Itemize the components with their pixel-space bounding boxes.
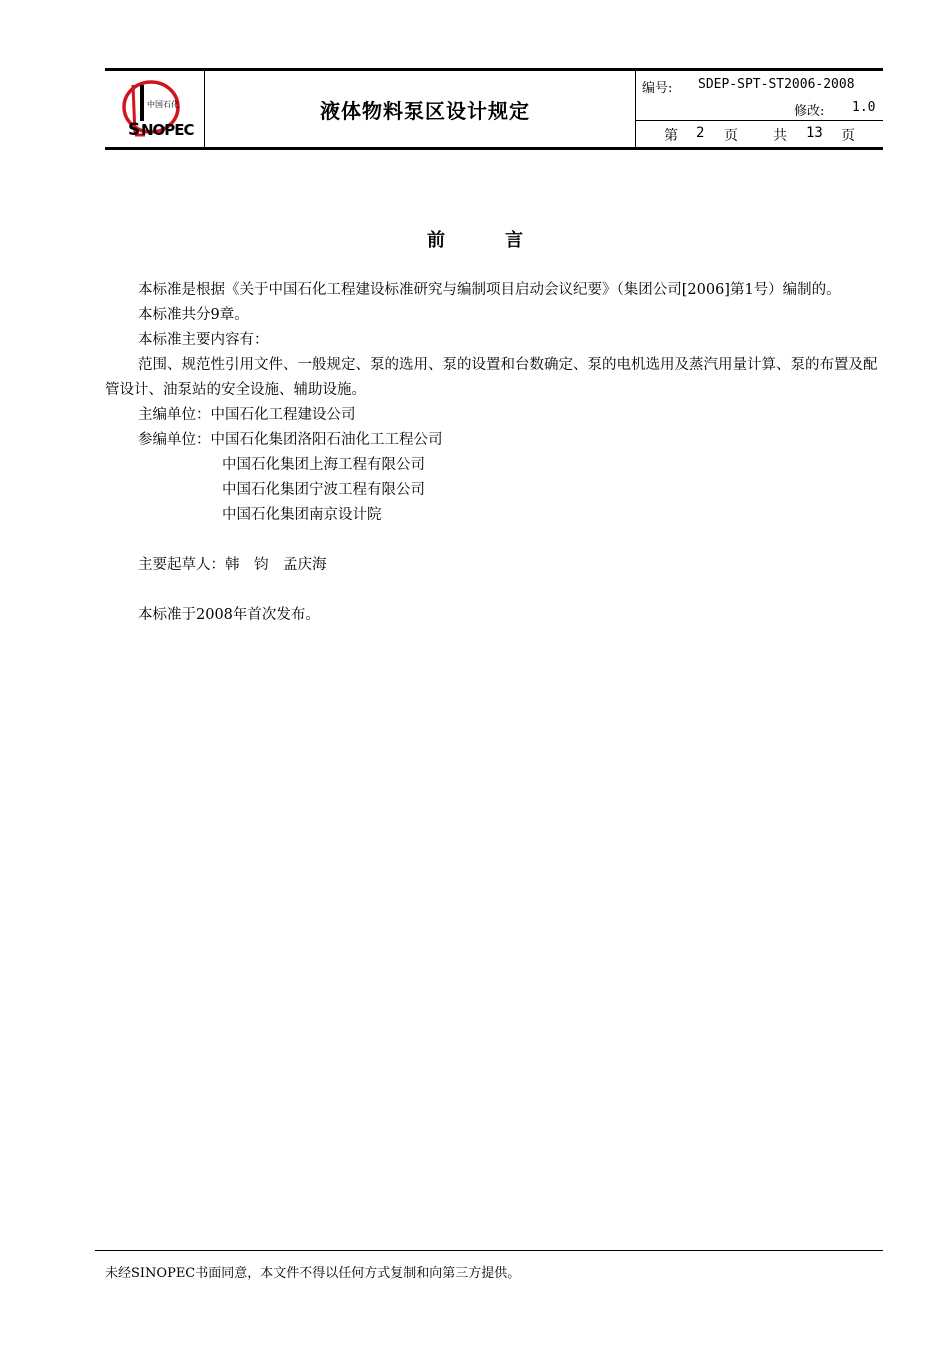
svg-text:NOPEC: NOPEC (141, 121, 194, 139)
revision-label: 修改: (794, 104, 825, 119)
doc-info (636, 71, 883, 121)
section-heading: 前言 (427, 230, 583, 251)
title-cell (205, 71, 636, 147)
revision-value: 1.0 (852, 100, 876, 115)
page-unit: 页 (724, 128, 738, 144)
meta-cell (636, 71, 883, 147)
participant-item: 中国石化集团南京设计院 (222, 507, 382, 523)
sinopec-logo-icon (105, 71, 205, 147)
paragraph-contents-intro: 本标准主要内容有： (138, 332, 269, 348)
paragraph-basis: 本标准是根据《关于中国石化工程建设标准研究与编制项目启动会议纪要》（集团公司[2006]第1号）编制的。 (138, 282, 841, 298)
participant-item: 中国石化集团上海工程有限公司 (222, 457, 425, 473)
paragraph-chapters: 本标准共分9章。 (138, 307, 249, 323)
page-info (636, 121, 883, 147)
doc-number: SDEP-SPT-ST2006-2008 (698, 77, 855, 92)
page-prefix: 第 (664, 128, 678, 144)
svg-text:中国石化: 中国石化 (147, 100, 179, 109)
paragraph-participants: 参编单位：中国石化集团洛阳石油化工工程公司 (138, 432, 443, 448)
document-title: 液体物料泵区设计规定 (320, 98, 530, 123)
footer-notice: 未经SINOPEC书面同意，本文件不得以任何方式复制和向第三方提供。 (105, 1266, 521, 1281)
foreword-body (105, 278, 883, 628)
paragraph-drafters: 主要起草人：韩 钧 孟庆海 (138, 557, 327, 573)
doc-number-label: 编号: (642, 81, 673, 96)
paragraph-chief-editor: 主编单位：中国石化工程建设公司 (138, 407, 356, 423)
page-total-prefix: 共 (773, 128, 787, 144)
page-total: 13 (806, 125, 823, 141)
paragraph-contents-list: 范围、规范性引用文件、一般规定、泵的选用、泵的设置和台数确定、泵的电机选用及蒸汽用量计算、泵的布置及配管设计、油泵站的安全设施、辅助设施。 (105, 357, 878, 398)
logo-cell (105, 71, 205, 147)
svg-text:S: S (128, 120, 141, 140)
page-current: 2 (696, 125, 705, 141)
document-header (105, 68, 883, 150)
page-total-unit: 页 (841, 128, 855, 144)
participant-item: 中国石化集团宁波工程有限公司 (222, 482, 425, 498)
paragraph-release: 本标准于2008年首次发布。 (138, 607, 320, 623)
footer-divider (95, 1250, 883, 1251)
